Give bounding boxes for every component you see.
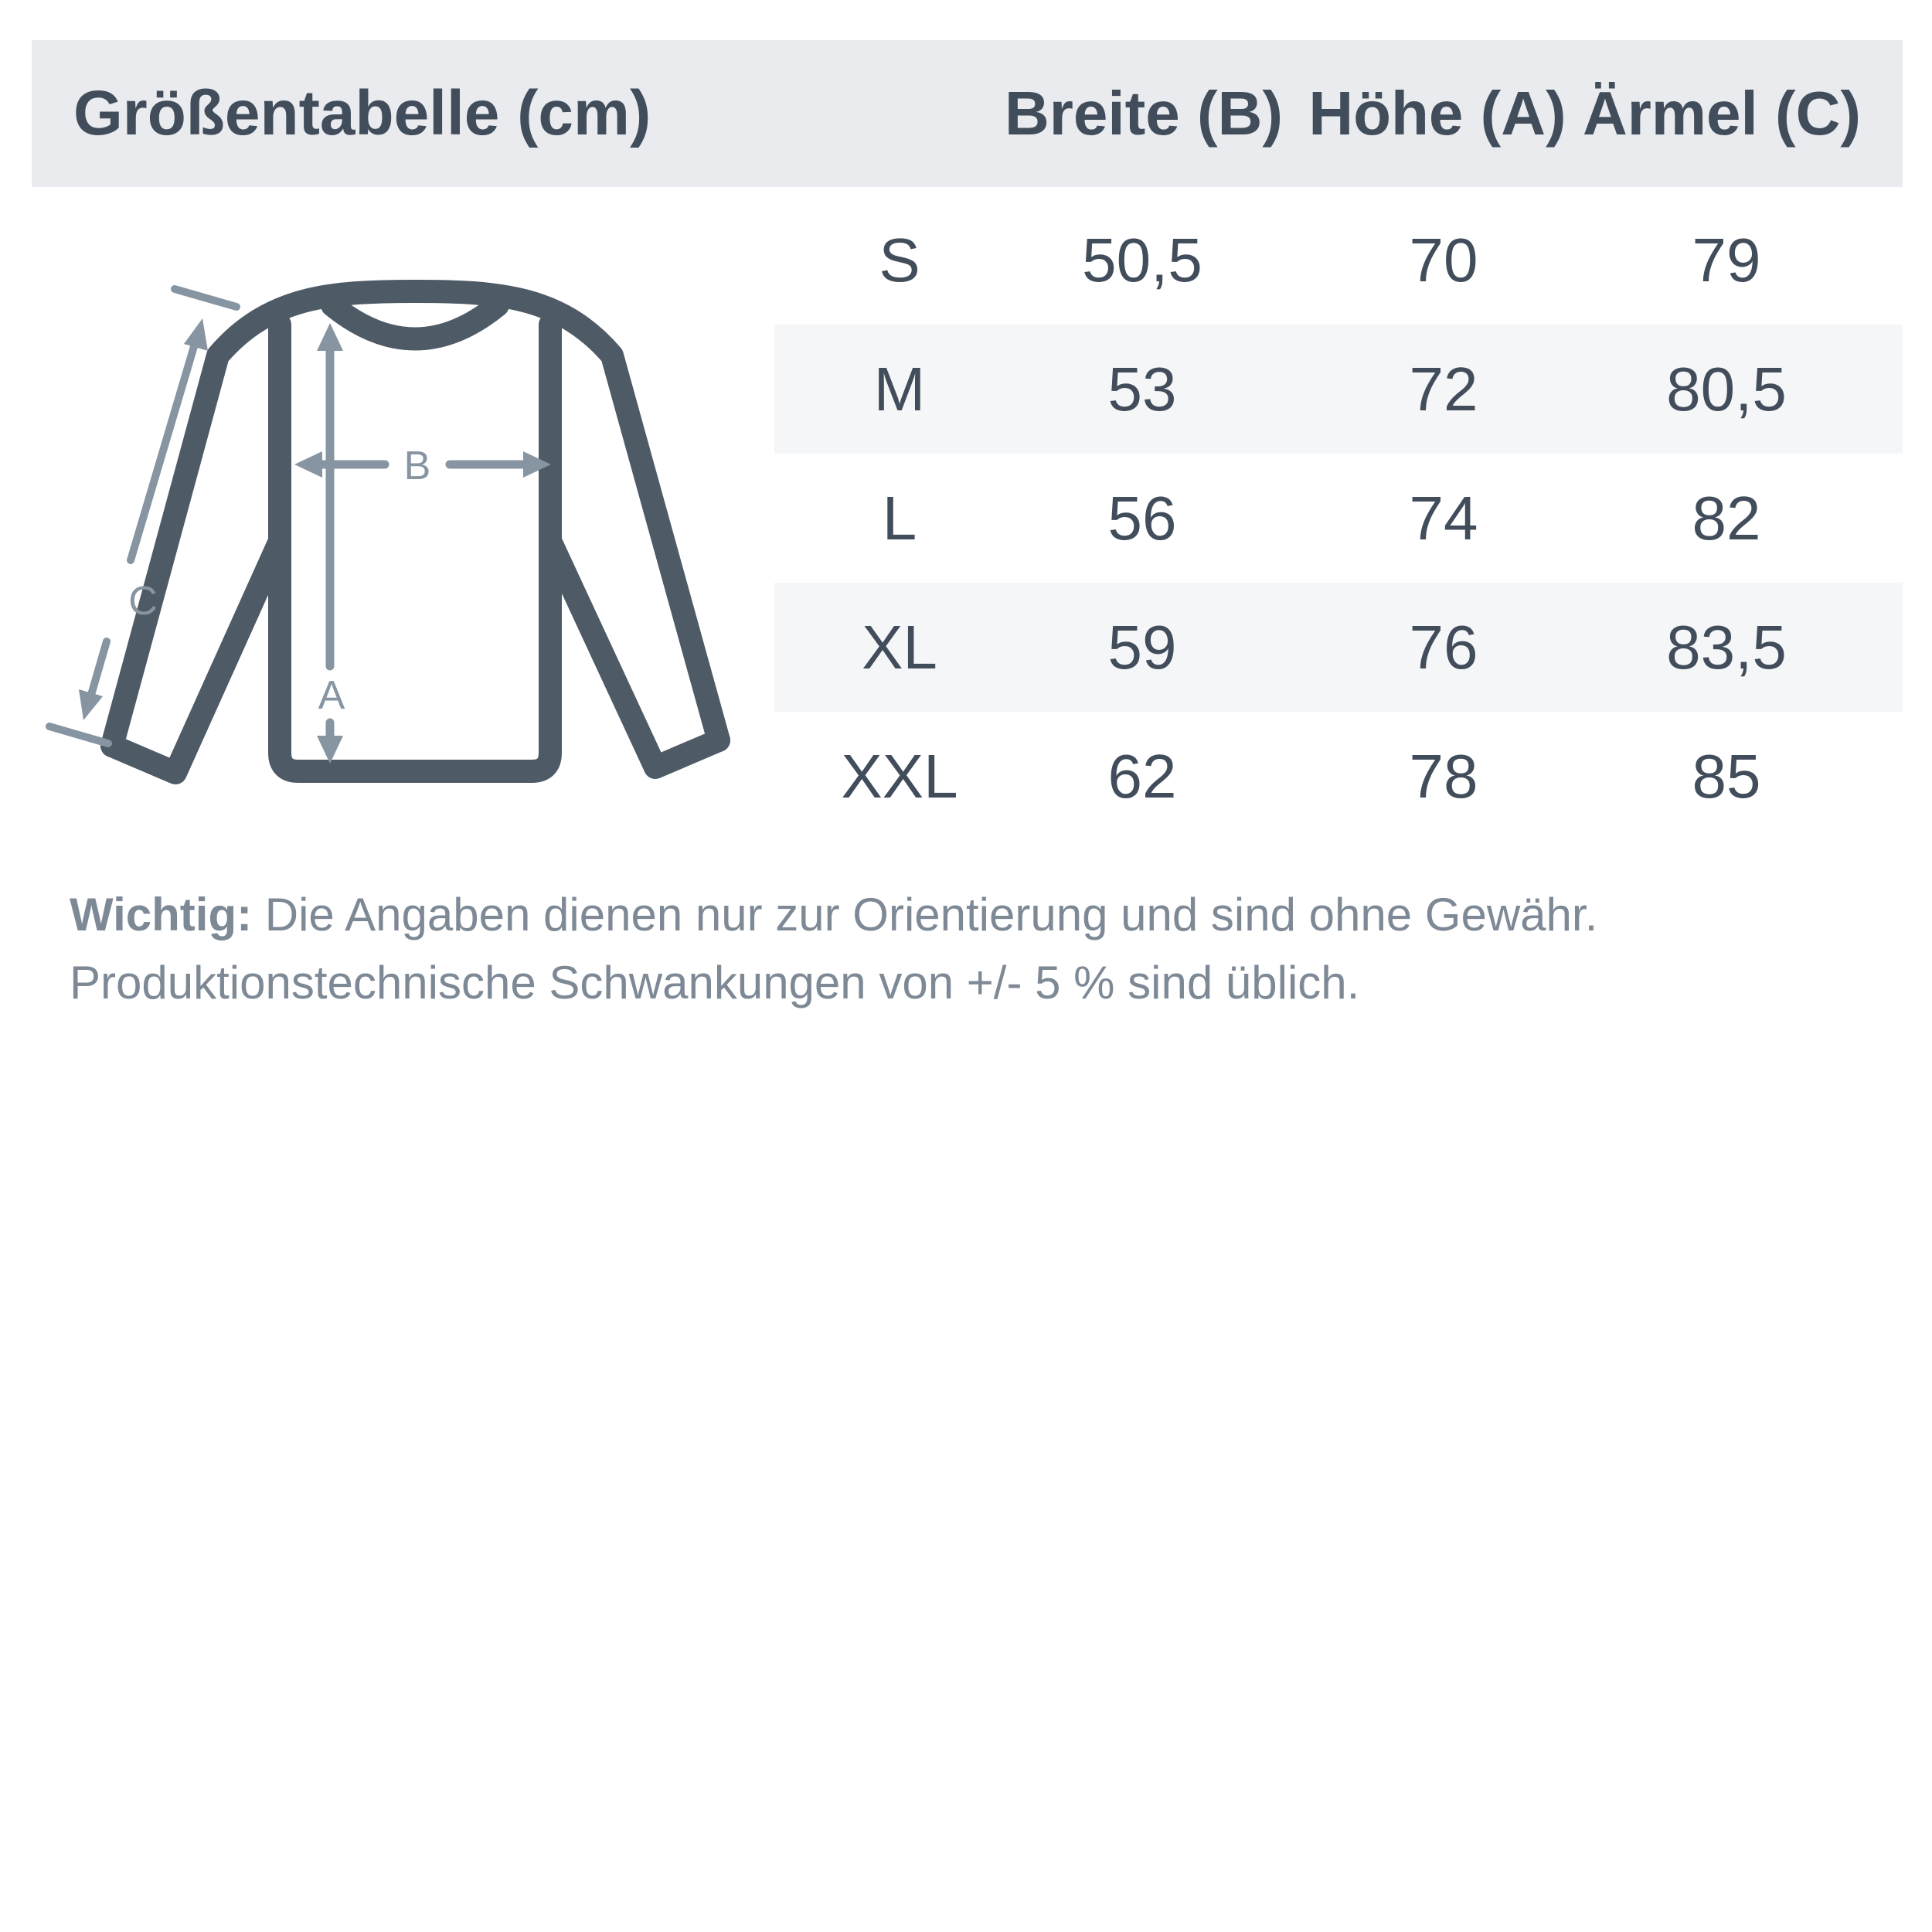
- shirt-measure-diagram: [39, 270, 773, 811]
- breite-value: 59: [1107, 613, 1177, 682]
- table-row-l: [774, 454, 1903, 583]
- disclaimer-bold-prefix: Wichtig:: [70, 889, 253, 940]
- size-label: M: [873, 355, 926, 423]
- hoehe-value: 74: [1409, 484, 1478, 553]
- label-b: B: [403, 444, 431, 488]
- disclaimer-line-1: [70, 881, 1870, 949]
- longsleeve-shirt-icon: [112, 291, 719, 773]
- aermel-value: 85: [1692, 742, 1761, 811]
- size-label: XXL: [841, 742, 958, 811]
- breite-value: 62: [1107, 742, 1177, 811]
- size-label: S: [879, 226, 920, 294]
- breite-value: 53: [1107, 355, 1177, 423]
- table-row-xl: [774, 583, 1903, 712]
- hoehe-value: 70: [1409, 226, 1478, 294]
- page-title: Größentabelle (cm): [73, 78, 651, 148]
- table-header-bar: [32, 40, 1903, 187]
- disclaimer-line-2: Produktionstechnische Schwankungen von +/- 5 % sind üblich.: [70, 957, 1360, 1009]
- hoehe-value: 72: [1409, 355, 1478, 423]
- table-row-s: [774, 196, 1903, 325]
- size-table: [774, 196, 1903, 841]
- breite-value: 56: [1107, 484, 1177, 553]
- size-label: L: [882, 484, 917, 553]
- column-header-breite: Breite (B): [1004, 79, 1284, 148]
- disclaimer-line-1-text: Die Angaben dienen nur zur Orientierung und sind ohne Gewähr.: [252, 889, 1598, 940]
- aermel-value: 80,5: [1666, 355, 1787, 423]
- table-row-m: [774, 325, 1903, 454]
- table-row-xxl: [774, 712, 1903, 841]
- label-c: C: [128, 579, 158, 624]
- aermel-value: 82: [1692, 484, 1761, 553]
- hoehe-value: 78: [1409, 742, 1478, 811]
- hoehe-value: 76: [1409, 613, 1478, 682]
- aermel-value: 79: [1692, 226, 1761, 294]
- breite-value: 50,5: [1082, 226, 1202, 294]
- size-label: XL: [862, 613, 937, 682]
- aermel-value: 83,5: [1666, 613, 1787, 682]
- measure-arrow-a: [317, 323, 345, 764]
- column-header-aermel: Ärmel (C): [1582, 79, 1862, 148]
- column-header-hoehe: Höhe (A): [1308, 79, 1566, 148]
- label-a: A: [318, 673, 345, 718]
- disclaimer-note: [70, 881, 1870, 1017]
